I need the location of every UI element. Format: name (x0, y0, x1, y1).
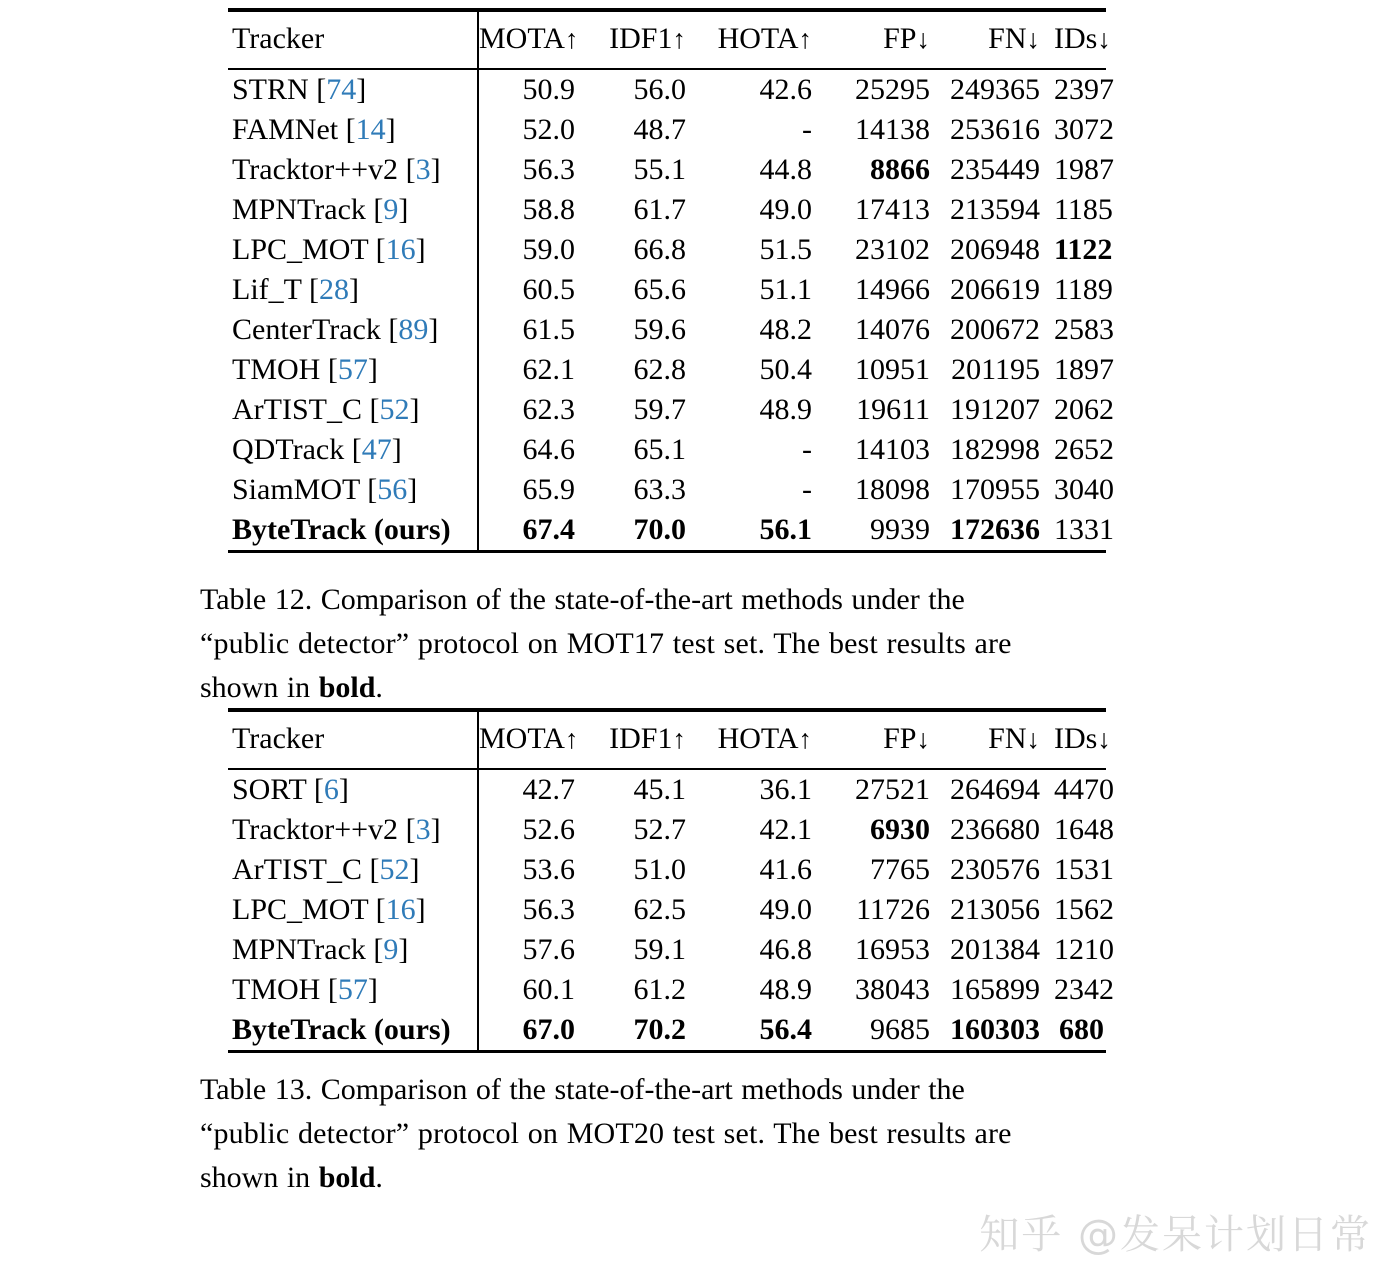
table-row (228, 810, 1106, 850)
cell-tracker-name (228, 850, 478, 890)
cell-tracker-name (228, 390, 478, 430)
col-header-fn (944, 11, 1054, 69)
cell-idf1: 62.5 (633, 893, 686, 926)
bracket-open: [ (405, 813, 416, 846)
tracker-label: Tracktor++v2 (232, 813, 399, 846)
bracket-close: ] (348, 273, 359, 306)
cell-ids: 1185 (1054, 193, 1113, 226)
cell-fp: 6930 (870, 813, 930, 846)
table-13-body (228, 769, 1114, 1050)
cell-tracker-name (228, 270, 478, 310)
bracket-open: [ (313, 773, 324, 806)
cell-mota: 59.0 (478, 230, 589, 270)
col-header-fp (826, 11, 944, 69)
caption-12-bold-word: bold (318, 671, 376, 704)
cell-mota: 64.6 (478, 430, 589, 470)
col-header-hota-label: HOTA (717, 22, 799, 55)
arrow-down-icon: ↓ (1026, 24, 1040, 54)
cell-hota: 51.5 (759, 233, 812, 266)
cell-fn: 230576 (950, 853, 1040, 886)
bracket-close: ] (398, 193, 409, 226)
table-row (228, 510, 1106, 550)
cell-fn: 201384 (950, 933, 1040, 966)
cell-tracker-name (228, 810, 478, 850)
cell-idf1: 59.1 (633, 933, 686, 966)
cell-fp: 38043 (855, 973, 930, 1006)
citation-link[interactable]: 52 (379, 393, 410, 426)
cell-hota: - (802, 473, 812, 506)
cell-ids: 1210 (1054, 933, 1114, 966)
cell-fp: 27521 (855, 773, 930, 806)
cell-hota: 48.2 (759, 313, 812, 346)
cell-tracker-name (228, 110, 478, 150)
bracket-open: [ (316, 73, 327, 106)
cell-idf1: 55.1 (633, 153, 686, 186)
cell-mota: 58.8 (478, 190, 589, 230)
cell-tracker-name (228, 1010, 478, 1050)
col-header-idf1-label: IDF1 (609, 22, 673, 55)
tracker-label: SiamMOT (232, 473, 360, 506)
citation-link[interactable]: 47 (361, 433, 392, 466)
cell-idf1: 63.3 (633, 473, 686, 506)
cell-ids: 680 (1059, 1013, 1104, 1046)
col-header-fp-label: FP (883, 22, 917, 55)
tracker-label: MPNTrack (232, 193, 366, 226)
table-row (228, 69, 1106, 110)
caption-13-line-2: “public detector” protocol on MOT20 test set. The best results are (200, 1117, 1012, 1150)
table-12-block (228, 8, 1114, 553)
table-row (228, 470, 1106, 510)
col-header-tracker-label: Tracker (232, 22, 325, 55)
cell-ids: 1122 (1054, 233, 1113, 266)
cell-tracker-name (228, 69, 478, 110)
cell-ids: 1987 (1054, 153, 1114, 186)
cell-ids: 1562 (1054, 893, 1114, 926)
cell-fn: 264694 (950, 773, 1040, 806)
col-header-idf1 (589, 11, 700, 69)
col-header-tracker (228, 711, 478, 769)
bracket-open: [ (375, 233, 386, 266)
cell-mota: 57.6 (478, 930, 589, 970)
bracket-close: ] (367, 353, 378, 386)
cell-ids: 1897 (1054, 353, 1114, 386)
cell-hota: 49.0 (759, 193, 812, 226)
cell-fn: 165899 (950, 973, 1040, 1006)
table-13-block (228, 708, 1114, 1053)
arrow-up-icon: ↑ (672, 724, 686, 754)
bracket-close: ] (338, 773, 349, 806)
table-row (228, 270, 1106, 310)
cell-idf1: 59.7 (633, 393, 686, 426)
cell-fp: 14138 (855, 113, 930, 146)
cell-fn: 200672 (950, 313, 1040, 346)
table-row (228, 769, 1106, 810)
col-header-hota (700, 11, 826, 69)
cell-tracker-name (228, 190, 478, 230)
table-13-header-row (228, 711, 1106, 769)
cell-tracker-name (228, 510, 478, 550)
cell-fn: 160303 (950, 1013, 1040, 1046)
table-13-header (228, 709, 1111, 769)
cell-idf1: 45.1 (633, 773, 686, 806)
cell-ids: 1531 (1054, 853, 1114, 886)
bracket-open: [ (308, 273, 319, 306)
bracket-close: ] (398, 933, 409, 966)
cell-mota: 56.3 (478, 150, 589, 190)
cell-fn: 253616 (950, 113, 1040, 146)
citation-link[interactable]: 74 (326, 73, 357, 106)
cell-hota: 48.9 (759, 973, 812, 1006)
cell-hota: 46.8 (759, 933, 812, 966)
citation-link[interactable]: 57 (337, 973, 368, 1006)
col-header-fn (944, 711, 1054, 769)
caption-13-line-3-suffix: . (375, 1161, 383, 1194)
col-header-tracker-label: Tracker (232, 722, 325, 755)
table-12-bottomrule (228, 550, 1106, 553)
bracket-close: ] (428, 313, 439, 346)
col-header-ids-label: IDs (1054, 722, 1098, 755)
tracker-label: LPC_MOT (232, 233, 369, 266)
table-row (228, 110, 1106, 150)
col-header-ids (1054, 711, 1111, 769)
bracket-open: [ (388, 313, 399, 346)
cell-idf1: 61.2 (633, 973, 686, 1006)
caption-12-line-1: Table 12. Comparison of the state-of-the-art methods under the (200, 583, 965, 616)
cell-ids: 1648 (1054, 813, 1114, 846)
tracker-label: ByteTrack (ours) (232, 513, 451, 546)
citation-link[interactable]: 9 (383, 193, 399, 226)
cell-hota: - (802, 113, 812, 146)
citation-link[interactable]: 9 (383, 933, 399, 966)
arrow-up-icon: ↑ (798, 24, 812, 54)
cell-idf1: 65.6 (633, 273, 686, 306)
table-row (228, 350, 1106, 390)
table-row (228, 970, 1106, 1010)
cell-ids: 2062 (1054, 393, 1114, 426)
bracket-open: [ (375, 893, 386, 926)
col-header-idf1-label: IDF1 (609, 722, 673, 755)
citation-link[interactable]: 56 (377, 473, 408, 506)
bracket-close: ] (415, 893, 426, 926)
cell-hota: 44.8 (759, 153, 812, 186)
cell-idf1: 59.6 (633, 313, 686, 346)
cell-mota: 60.5 (478, 270, 589, 310)
cell-mota: 52.6 (478, 810, 589, 850)
cell-fn: 172636 (950, 513, 1040, 546)
cell-tracker-name (228, 890, 478, 930)
col-header-fn-label: FN (988, 22, 1027, 55)
cell-hota: 42.6 (759, 73, 812, 106)
cell-tracker-name (228, 930, 478, 970)
cell-idf1: 56.0 (633, 73, 686, 106)
cell-mota: 62.3 (478, 390, 589, 430)
cell-fp: 14103 (855, 433, 930, 466)
cell-ids: 2652 (1054, 433, 1114, 466)
cell-tracker-name (228, 150, 478, 190)
cell-fp: 25295 (855, 73, 930, 106)
citation-link[interactable]: 3 (415, 153, 431, 186)
citation-link[interactable]: 16 (385, 233, 416, 266)
table-12-body (228, 69, 1114, 550)
tracker-label: MPNTrack (232, 933, 366, 966)
cell-fp: 9685 (870, 1013, 930, 1046)
caption-12-line-2: “public detector” protocol on MOT17 test set. The best results are (200, 627, 1012, 660)
bracket-close: ] (430, 153, 441, 186)
arrow-up-icon: ↑ (798, 724, 812, 754)
table-row (228, 430, 1106, 470)
bracket-open: [ (345, 113, 356, 146)
cell-hota: - (802, 433, 812, 466)
cell-hota: 48.9 (759, 393, 812, 426)
col-header-mota (478, 11, 589, 69)
table-row (228, 1010, 1106, 1050)
bracket-open: [ (369, 853, 380, 886)
col-header-tracker (228, 11, 478, 69)
caption-12-line-3-prefix: shown in (200, 671, 319, 704)
cell-fn: 170955 (950, 473, 1040, 506)
cell-fp: 14966 (855, 273, 930, 306)
cell-idf1: 62.8 (633, 353, 686, 386)
col-header-mota-label: MOTA (479, 722, 565, 755)
col-header-hota (700, 711, 826, 769)
col-header-mota (478, 711, 589, 769)
cell-hota: 49.0 (759, 893, 812, 926)
arrow-up-icon: ↑ (564, 724, 579, 754)
citation-link[interactable]: 3 (415, 813, 431, 846)
table-13-caption (200, 1068, 1130, 1200)
cell-hota: 50.4 (759, 353, 812, 386)
arrow-down-icon: ↓ (1097, 24, 1111, 54)
arrow-down-icon: ↓ (916, 724, 930, 754)
cell-fp: 18098 (855, 473, 930, 506)
tracker-label: FAMNet (232, 113, 339, 146)
citation-link[interactable]: 57 (337, 353, 368, 386)
cell-mota: 60.1 (478, 970, 589, 1010)
table-12 (228, 8, 1114, 550)
col-header-fn-label: FN (988, 722, 1027, 755)
cell-tracker-name (228, 310, 478, 350)
cell-ids: 2342 (1054, 973, 1114, 1006)
arrow-up-icon: ↑ (564, 24, 579, 54)
tracker-label: QDTrack (232, 433, 345, 466)
cell-fp: 19611 (856, 393, 930, 426)
citation-link[interactable]: 14 (355, 113, 386, 146)
caption-13-line-3 (200, 1156, 1130, 1200)
cell-tracker-name (228, 430, 478, 470)
caption-13-line-3-prefix: shown in (200, 1161, 319, 1194)
cell-hota: 41.6 (759, 853, 812, 886)
bracket-close: ] (367, 973, 378, 1006)
cell-mota: 50.9 (478, 69, 589, 110)
col-header-ids (1054, 11, 1111, 69)
cell-fn: 236680 (950, 813, 1040, 846)
bracket-open: [ (373, 933, 384, 966)
cell-fn: 235449 (950, 153, 1040, 186)
table-12-header (228, 9, 1111, 69)
bracket-open: [ (405, 153, 416, 186)
table-12-header-row (228, 11, 1106, 69)
cell-idf1: 51.0 (633, 853, 686, 886)
cell-hota: 36.1 (759, 773, 812, 806)
table-row (228, 310, 1106, 350)
cell-tracker-name (228, 230, 478, 270)
table-13-bottomrule (228, 1050, 1106, 1053)
cell-fp: 23102 (855, 233, 930, 266)
tracker-label: TMOH (232, 973, 321, 1006)
citation-link[interactable]: 16 (385, 893, 416, 926)
table-row (228, 150, 1106, 190)
cell-mota: 67.0 (478, 1010, 589, 1050)
cell-ids: 4470 (1054, 773, 1114, 806)
cell-mota: 52.0 (478, 110, 589, 150)
cell-fn: 206948 (950, 233, 1040, 266)
tracker-label: ByteTrack (ours) (232, 1013, 451, 1046)
cell-idf1: 66.8 (633, 233, 686, 266)
bracket-open: [ (327, 353, 338, 386)
tracker-label: STRN (232, 73, 309, 106)
citation-link[interactable]: 28 (318, 273, 349, 306)
tracker-label: Lif_T (232, 273, 302, 306)
bracket-open: [ (369, 393, 380, 426)
cell-fn: 201195 (951, 353, 1040, 386)
cell-ids: 2397 (1054, 73, 1114, 106)
bracket-close: ] (409, 393, 420, 426)
col-header-fp (826, 711, 944, 769)
cell-fp: 7765 (870, 853, 930, 886)
cell-fn: 182998 (950, 433, 1040, 466)
tracker-label: TMOH (232, 353, 321, 386)
cell-fp: 11726 (856, 893, 930, 926)
cell-fp: 14076 (855, 313, 930, 346)
cell-idf1: 65.1 (633, 433, 686, 466)
tracker-label: CenterTrack (232, 313, 381, 346)
cell-tracker-name (228, 769, 478, 810)
cell-ids: 1189 (1054, 273, 1113, 306)
bracket-close: ] (407, 473, 418, 506)
cell-hota: 56.1 (759, 513, 812, 546)
cell-ids: 1331 (1054, 513, 1114, 546)
citation-link[interactable]: 89 (398, 313, 429, 346)
bracket-close: ] (409, 853, 420, 886)
table-12-caption (200, 578, 1130, 710)
bracket-open: [ (373, 193, 384, 226)
table-row (228, 390, 1106, 430)
cell-fn: 213594 (950, 193, 1040, 226)
cell-tracker-name (228, 350, 478, 390)
cell-idf1: 70.0 (633, 513, 686, 546)
cell-ids: 3072 (1054, 113, 1114, 146)
cell-tracker-name (228, 470, 478, 510)
table-row (228, 190, 1106, 230)
cell-mota: 56.3 (478, 890, 589, 930)
tracker-label: LPC_MOT (232, 893, 369, 926)
cell-mota: 67.4 (478, 510, 589, 550)
arrow-up-icon: ↑ (672, 24, 686, 54)
caption-13-bold-word: bold (318, 1161, 376, 1194)
bracket-close: ] (391, 433, 402, 466)
arrow-down-icon: ↓ (916, 24, 930, 54)
citation-link[interactable]: 52 (379, 853, 410, 886)
cell-idf1: 52.7 (633, 813, 686, 846)
citation-link[interactable]: 6 (323, 773, 339, 806)
cell-mota: 42.7 (478, 769, 589, 810)
cell-tracker-name (228, 970, 478, 1010)
cell-fn: 191207 (950, 393, 1040, 426)
table-row (228, 230, 1106, 270)
arrow-down-icon: ↓ (1026, 724, 1040, 754)
col-header-fp-label: FP (883, 722, 917, 755)
bracket-open: [ (327, 973, 338, 1006)
tracker-label: Tracktor++v2 (232, 153, 399, 186)
col-header-mota-label: MOTA (479, 22, 565, 55)
cell-mota: 53.6 (478, 850, 589, 890)
bracket-close: ] (430, 813, 441, 846)
caption-12-line-3-suffix: . (375, 671, 383, 704)
cell-idf1: 48.7 (633, 113, 686, 146)
tracker-label: ArTIST_C (232, 393, 362, 426)
cell-hota: 56.4 (759, 1013, 812, 1046)
cell-mota: 61.5 (478, 310, 589, 350)
table-row (228, 850, 1106, 890)
col-header-idf1 (589, 711, 700, 769)
col-header-hota-label: HOTA (717, 722, 799, 755)
cell-fp: 10951 (855, 353, 930, 386)
tracker-label: ArTIST_C (232, 853, 362, 886)
col-header-ids-label: IDs (1054, 22, 1098, 55)
caption-12-line-3 (200, 666, 1130, 710)
arrow-down-icon: ↓ (1097, 724, 1111, 754)
table-13 (228, 708, 1114, 1050)
watermark: 知乎 @发呆计划日常 (979, 1212, 1372, 1258)
cell-fn: 213056 (950, 893, 1040, 926)
cell-idf1: 70.2 (633, 1013, 686, 1046)
bracket-close: ] (415, 233, 426, 266)
bracket-open: [ (351, 433, 362, 466)
cell-fp: 17413 (855, 193, 930, 226)
caption-13-line-1: Table 13. Comparison of the state-of-the-art methods under the (200, 1073, 965, 1106)
cell-ids: 2583 (1054, 313, 1114, 346)
cell-fn: 249365 (950, 73, 1040, 106)
cell-fp: 9939 (870, 513, 930, 546)
cell-hota: 42.1 (759, 813, 812, 846)
cell-ids: 3040 (1054, 473, 1114, 506)
cell-fn: 206619 (950, 273, 1040, 306)
bracket-close: ] (356, 73, 367, 106)
tracker-label: SORT (232, 773, 307, 806)
table-row (228, 890, 1106, 930)
cell-fp: 8866 (870, 153, 930, 186)
cell-fp: 16953 (855, 933, 930, 966)
cell-mota: 62.1 (478, 350, 589, 390)
bracket-close: ] (385, 113, 396, 146)
cell-mota: 65.9 (478, 470, 589, 510)
bracket-open: [ (367, 473, 378, 506)
cell-idf1: 61.7 (633, 193, 686, 226)
cell-hota: 51.1 (759, 273, 812, 306)
table-row (228, 930, 1106, 970)
